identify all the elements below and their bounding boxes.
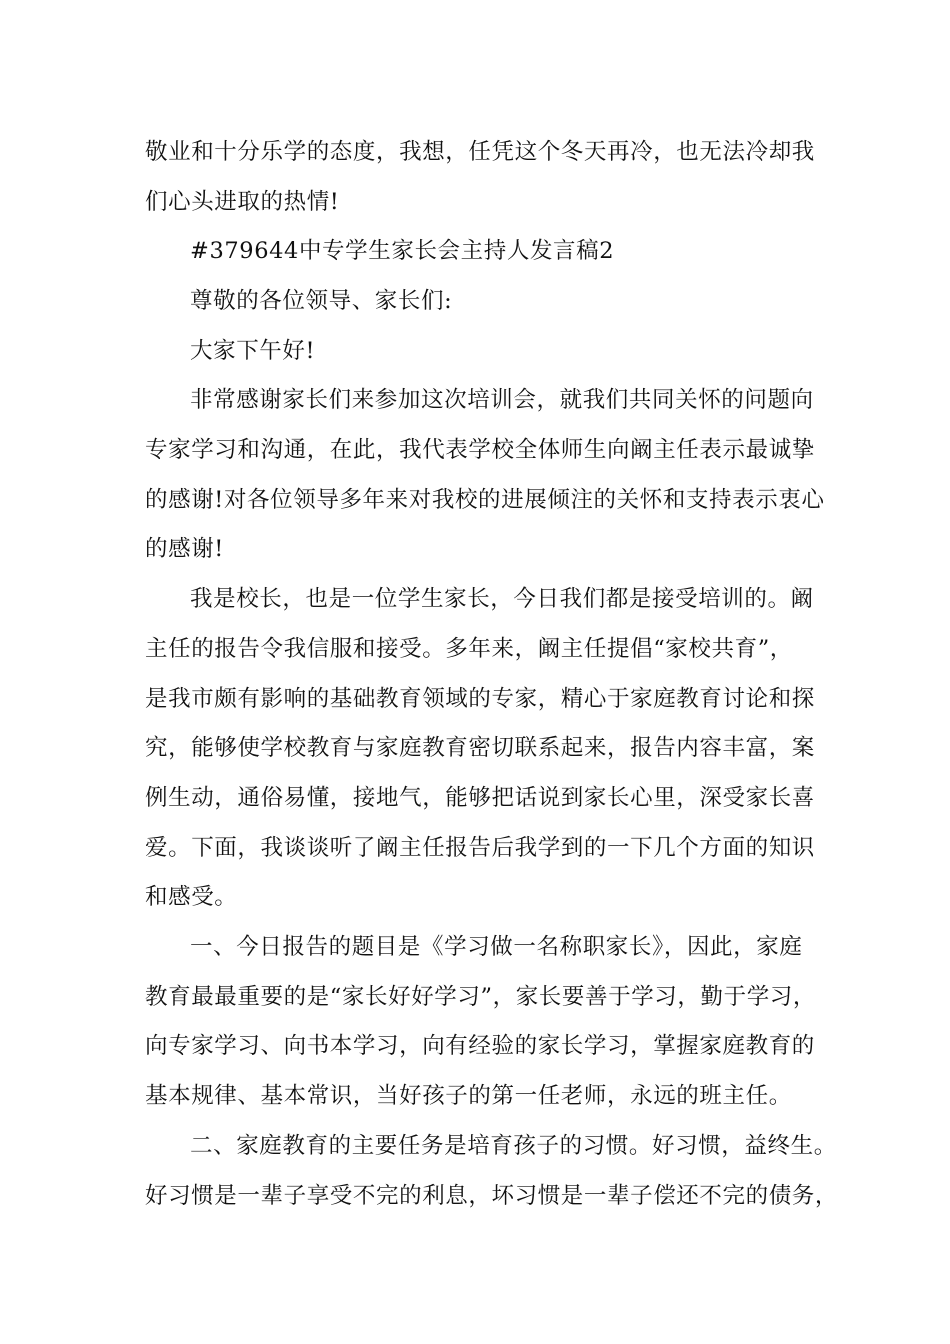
paragraph-line: 教育最最重要的是“家长好好学习”，家长要善于学习，勤于学习， [145, 984, 817, 1010]
paragraph-line: 例生动，通俗易懂，接地气，能够把话说到家长心里，深受家长喜 [145, 785, 815, 811]
paragraph-line: 专家学习和沟通，在此，我代表学校全体师生向阚主任表示最诚挚 [145, 437, 815, 463]
paragraph-line: 主任的报告令我信服和接受。多年来，阚主任提倡“家校共育”， [145, 636, 793, 662]
paragraph-line: 好习惯是一辈子享受不完的利息，坏习惯是一辈子偿还不完的债务， [145, 1183, 839, 1209]
paragraph-line: 是我市颇有影响的基础教育领域的专家，精心于家庭教育讨论和探 [145, 686, 815, 712]
paragraph-line: 究，能够使学校教育与家庭教育密切联系起来，报告内容丰富，案 [145, 735, 815, 761]
greeting: 大家下午好! [190, 338, 316, 364]
paragraph-line: 非常感谢家长们来参加这次培训会，就我们共同关怀的问题向 [190, 387, 814, 413]
text-line: 敬业和十分乐学的态度，我想，任凭这个冬天再冷，也无法冷却我 [145, 139, 815, 165]
section-title: #379644中专学生家长会主持人发言稿2 [190, 238, 615, 264]
paragraph-line: 和感受。 [145, 884, 238, 910]
paragraph-line: 的感谢! [145, 536, 224, 562]
salutation: 尊敬的各位领导、家长们: [190, 288, 453, 314]
paragraph-line: 爱。下面，我谈谈听了阚主任报告后我学到的一下几个方面的知识 [145, 835, 815, 861]
paragraph-line: 我是校长，也是一位学生家长，今日我们都是接受培训的。阚 [190, 586, 814, 612]
paragraph-line: 向专家学习、向书本学习，向有经验的家长学习，掌握家庭教育的 [145, 1033, 815, 1059]
text-line: 们心头进取的热情! [145, 189, 340, 215]
paragraph-line: 的感谢!对各位领导多年来对我校的进展倾注的关怀和支持表示衷心 [145, 487, 825, 513]
paragraph-line: 基本规律、基本常识，当好孩子的第一任老师，永远的班主任。 [145, 1083, 792, 1109]
paragraph-line: 一、今日报告的题目是《学习做一名称职家长》，因此，家庭 [190, 934, 803, 960]
paragraph-line: 二、家庭教育的主要任务是培育孩子的习惯。好习惯，益终生。 [190, 1133, 837, 1159]
